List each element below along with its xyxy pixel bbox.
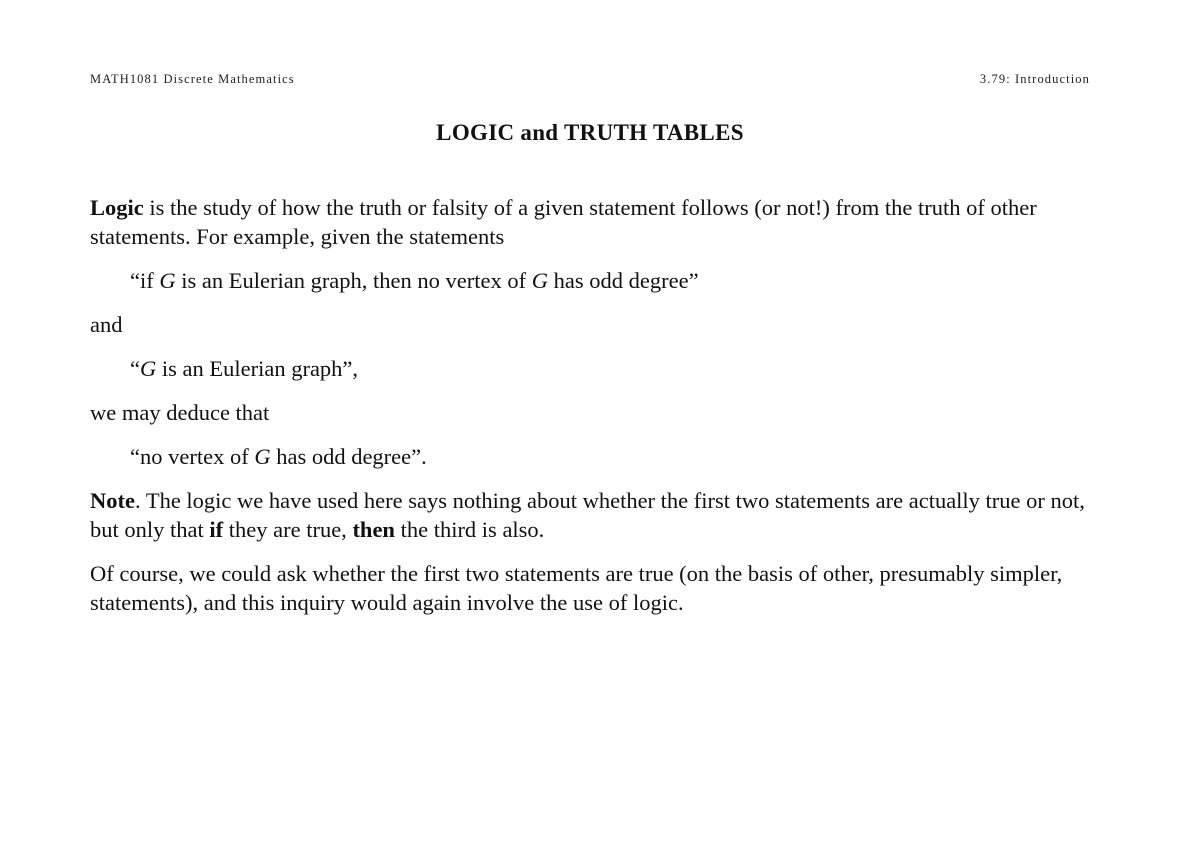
note-paragraph [90,486,1095,544]
closing-paragraph: Of course, we could ask whether the first two statements are true (on the basis of other, presumably simpler, statements), and this inquiry would again involve the use of logic. [90,561,1063,615]
quote-statement-2 [90,354,1095,383]
quote1-var2: G [531,268,548,293]
quote2-open: “ [130,356,140,381]
quote2-var: G [140,356,157,381]
intro-paragraph [90,193,1095,251]
slide-body [90,193,1095,617]
quote1-var1: G [159,268,176,293]
quote2-close: is an Eulerian graph”, [156,356,359,381]
quote1-open: “if [130,268,160,293]
quote3-close: has odd degree”. [270,444,427,469]
quote3-var: G [254,444,271,469]
section-header: 3.79: Introduction [979,72,1090,86]
quote3-open: “no vertex of [130,444,255,469]
note-label: Note [90,488,135,513]
note-if: if [209,517,224,542]
note-then: then [352,517,395,542]
conjunction-and: and [90,312,123,337]
course-header: MATH1081 Discrete Mathematics [90,72,295,86]
quote1-mid: is an Eulerian graph, then no vertex of [175,268,532,293]
conjunction-deduce: we may deduce that [90,400,270,425]
quote1-close: has odd degree” [548,268,699,293]
note-text3: the third is also. [394,517,545,542]
quote-statement-1 [90,266,1095,295]
note-text1: . The logic we have used here says nothing about whether the first two statements are actually true or not, but only that [90,488,1085,542]
note-text2: they are true, [223,517,353,542]
quote-statement-3 [90,442,1095,471]
intro-text: is the study of how the truth or falsity of a given statement follows (or not!) from the truth of other statements. For example, given the statements [90,195,1037,249]
page-title: LOGIC and TRUTH TABLES [436,120,744,145]
logic-term: Logic [90,195,144,220]
